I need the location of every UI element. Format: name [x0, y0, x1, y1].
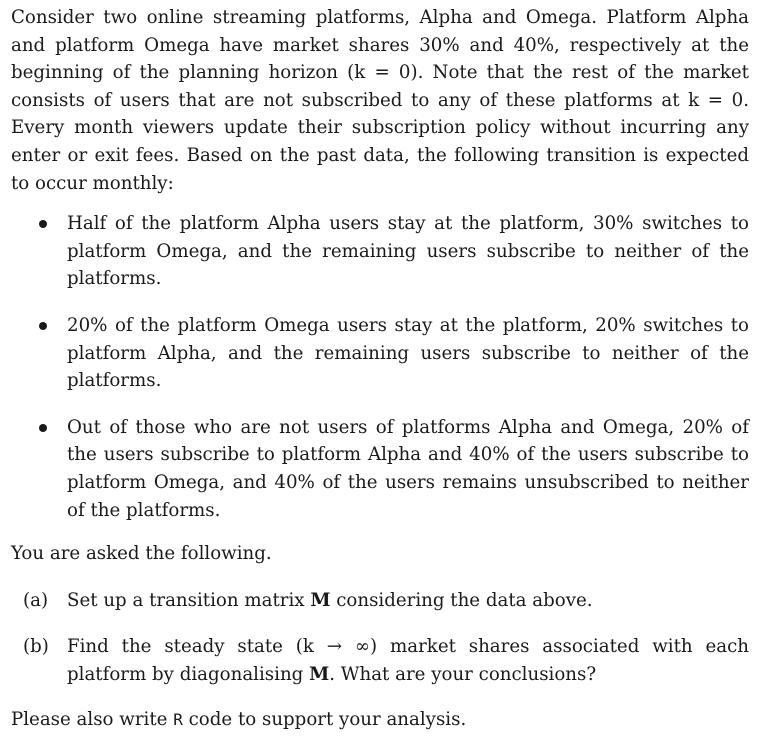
question-a-text-after: considering the data above.: [330, 589, 593, 611]
question-a-text-before: Set up a transition matrix: [67, 589, 311, 611]
asked-paragraph: You are asked the following.: [11, 543, 272, 565]
bullet-alpha-transition: [11, 210, 749, 293]
bullet-unsubscribed-text: Out of those who are not users of platforms Alpha and Omega, 20% of the users subscribe to platform Alpha and 40% of the users subscribe to platform Omega, and 40% of the users remains unsubscribed to neither of the platforms.: [67, 416, 749, 521]
bullet-alpha-text: Half of the platform Alpha users stay at the platform, 30% switches to platform Omega, and the remaining users subscribe to neither of the platforms.: [67, 213, 749, 290]
bullet-dot-icon: [39, 424, 47, 432]
bullet-unsubscribed-transition: [11, 414, 749, 524]
closing-text-after: code to support your analysis.: [182, 709, 467, 731]
bullet-omega-text: 20% of the platform Omega users stay at the platform, 20% switches to platform Alpha, and the remaining users subscribe to neither of the platforms.: [67, 314, 749, 392]
question-a: [11, 587, 749, 615]
problem-document: [11, 4, 749, 734]
transition-bullet-list: [11, 210, 749, 524]
intro-paragraph: Consider two online streaming platforms, Alpha and Omega. Platform Alpha and platform Omega have market shares 30% and 40%, respectively at the beginning of the planning horizon (k = 0). Note that the rest of the market consists of users that are not subscribed to any of these platforms at k = 0. Every month viewers update their subscription policy without incurring any enter or exit fees. Based on the past data, the following transition is expected to occur monthly:: [11, 7, 749, 194]
question-b-text-after: . What are your conclusions?: [329, 663, 597, 685]
question-b-label: (b): [23, 636, 49, 658]
closing-paragraph: [11, 706, 749, 734]
closing-text-before: Please also write: [11, 709, 174, 731]
bullet-dot-icon: [39, 220, 47, 228]
bullet-dot-icon: [39, 322, 47, 330]
question-a-label: (a): [23, 589, 49, 611]
matrix-symbol: M: [309, 663, 330, 685]
r-code-label: R: [173, 710, 183, 730]
bullet-omega-transition: [11, 312, 749, 395]
question-b-text-before: Find the steady state (k → ∞) market shares associated with each platform by diagonalising: [67, 636, 749, 685]
matrix-symbol: M: [310, 589, 331, 611]
question-b: [11, 633, 749, 688]
